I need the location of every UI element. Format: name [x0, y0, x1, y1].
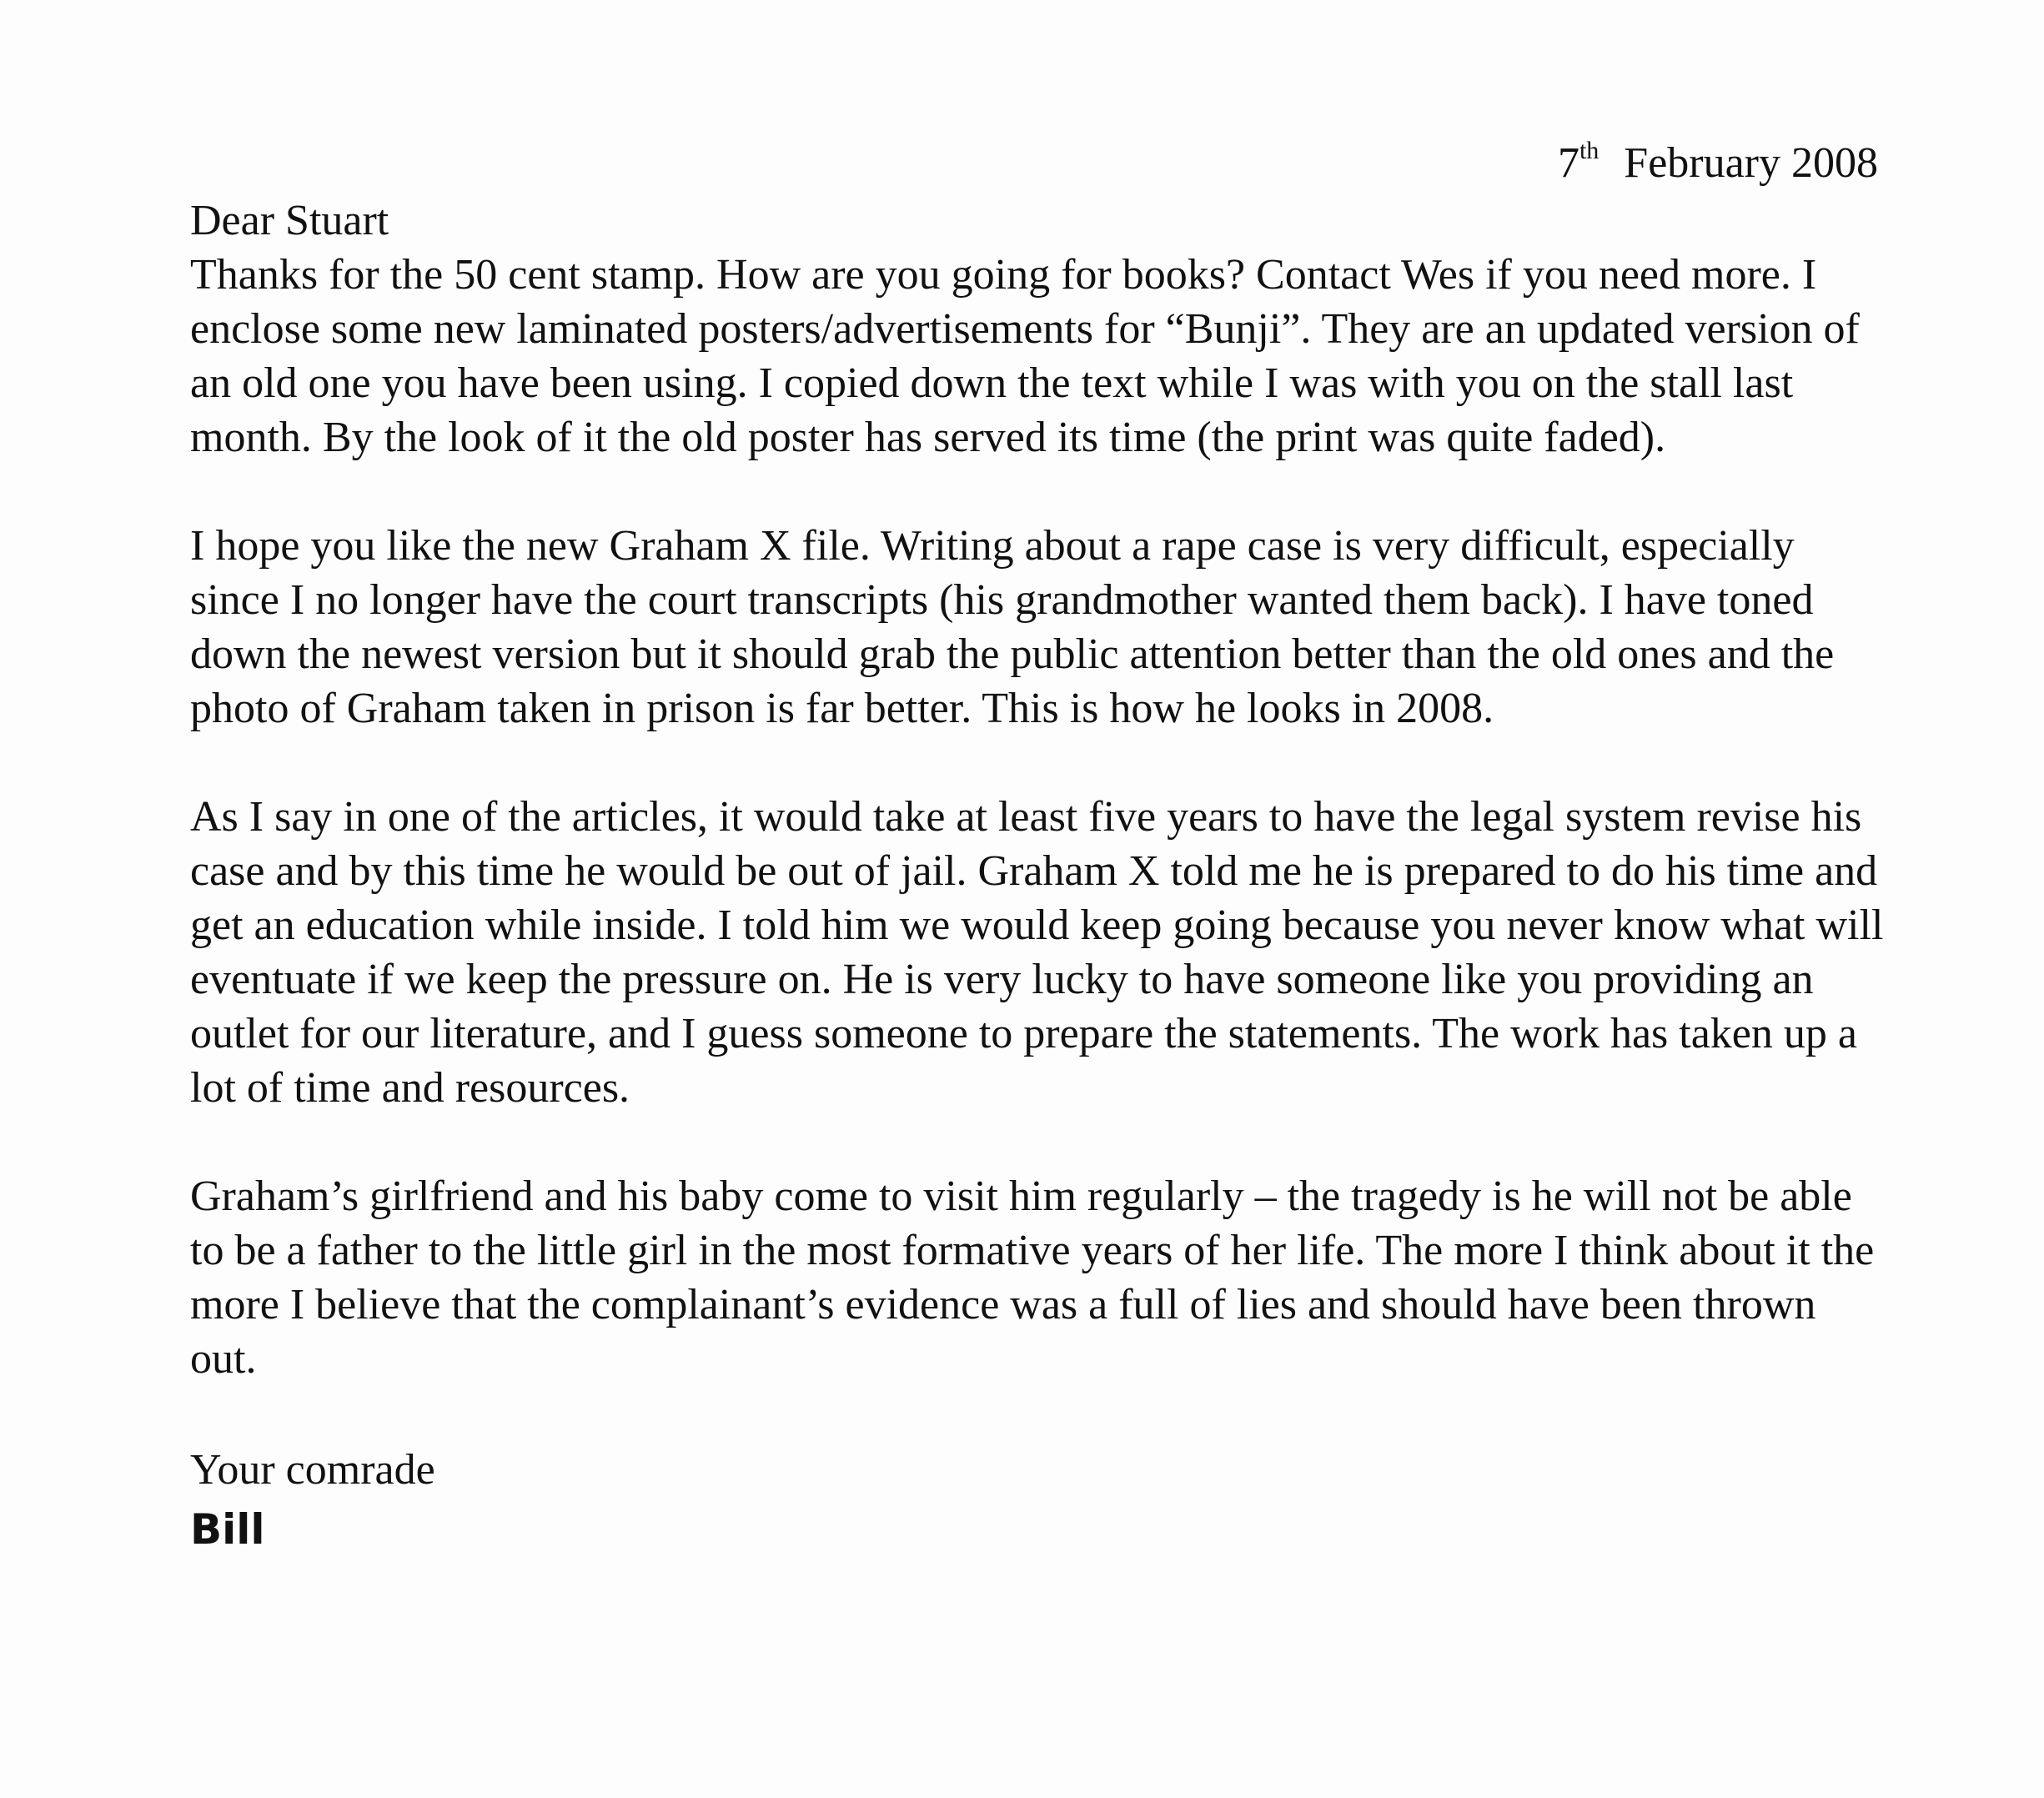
- salutation: Dear Stuart: [190, 197, 389, 244]
- date-day: 7: [1557, 139, 1579, 187]
- paragraph-3: As I say in one of the articles, it would take at least five years to have the legal system revise his case and by this time he would be out of jail. Graham X told me he is prepared to do his time and get an education while inside. I told him we would keep going because you never know what will eventuate if we keep the pressure on. He is very lucky to have someone like you providing an outlet for our literature, and I guess someone to prepare the statements. The work has taken up a lot of time and resources.: [190, 793, 1884, 1112]
- paragraph-4: Graham’s girlfriend and his baby come to visit him regularly – the tragedy is he will not be able to be a father to the little girl in the most formative years of her life. The more I think about it the more I believe that the complainant’s evidence was a full of lies and should have been thrown out.: [190, 1173, 1875, 1383]
- paragraph-1: Thanks for the 50 cent stamp. How are you going for books? Contact Wes if you need more. I enclose some new laminated posters/advertisements for “Bunji”. They are an updated version of an old one you have been using. I copied down the text while I was with you on the stall last month. By the look of it the old poster has served its time (the print was quite faded).: [190, 251, 1860, 461]
- date-month-year: February 2008: [1624, 139, 1878, 187]
- letter-body: [190, 133, 1891, 1559]
- closing: Your comrade: [190, 1446, 435, 1494]
- signature: Bill: [190, 1505, 265, 1554]
- date-suffix: th: [1579, 137, 1600, 164]
- letter-date: [190, 133, 1891, 193]
- paragraph-2: I hope you like the new Graham X file. Writing about a rape case is very difficult, especially since I no longer have the court transcripts (his grandmother wanted them back). I have toned down the newest version but it should grab the public attention better than the old ones and the photo of Graham taken in prison is far better. This is how he looks in 2008.: [190, 522, 1835, 732]
